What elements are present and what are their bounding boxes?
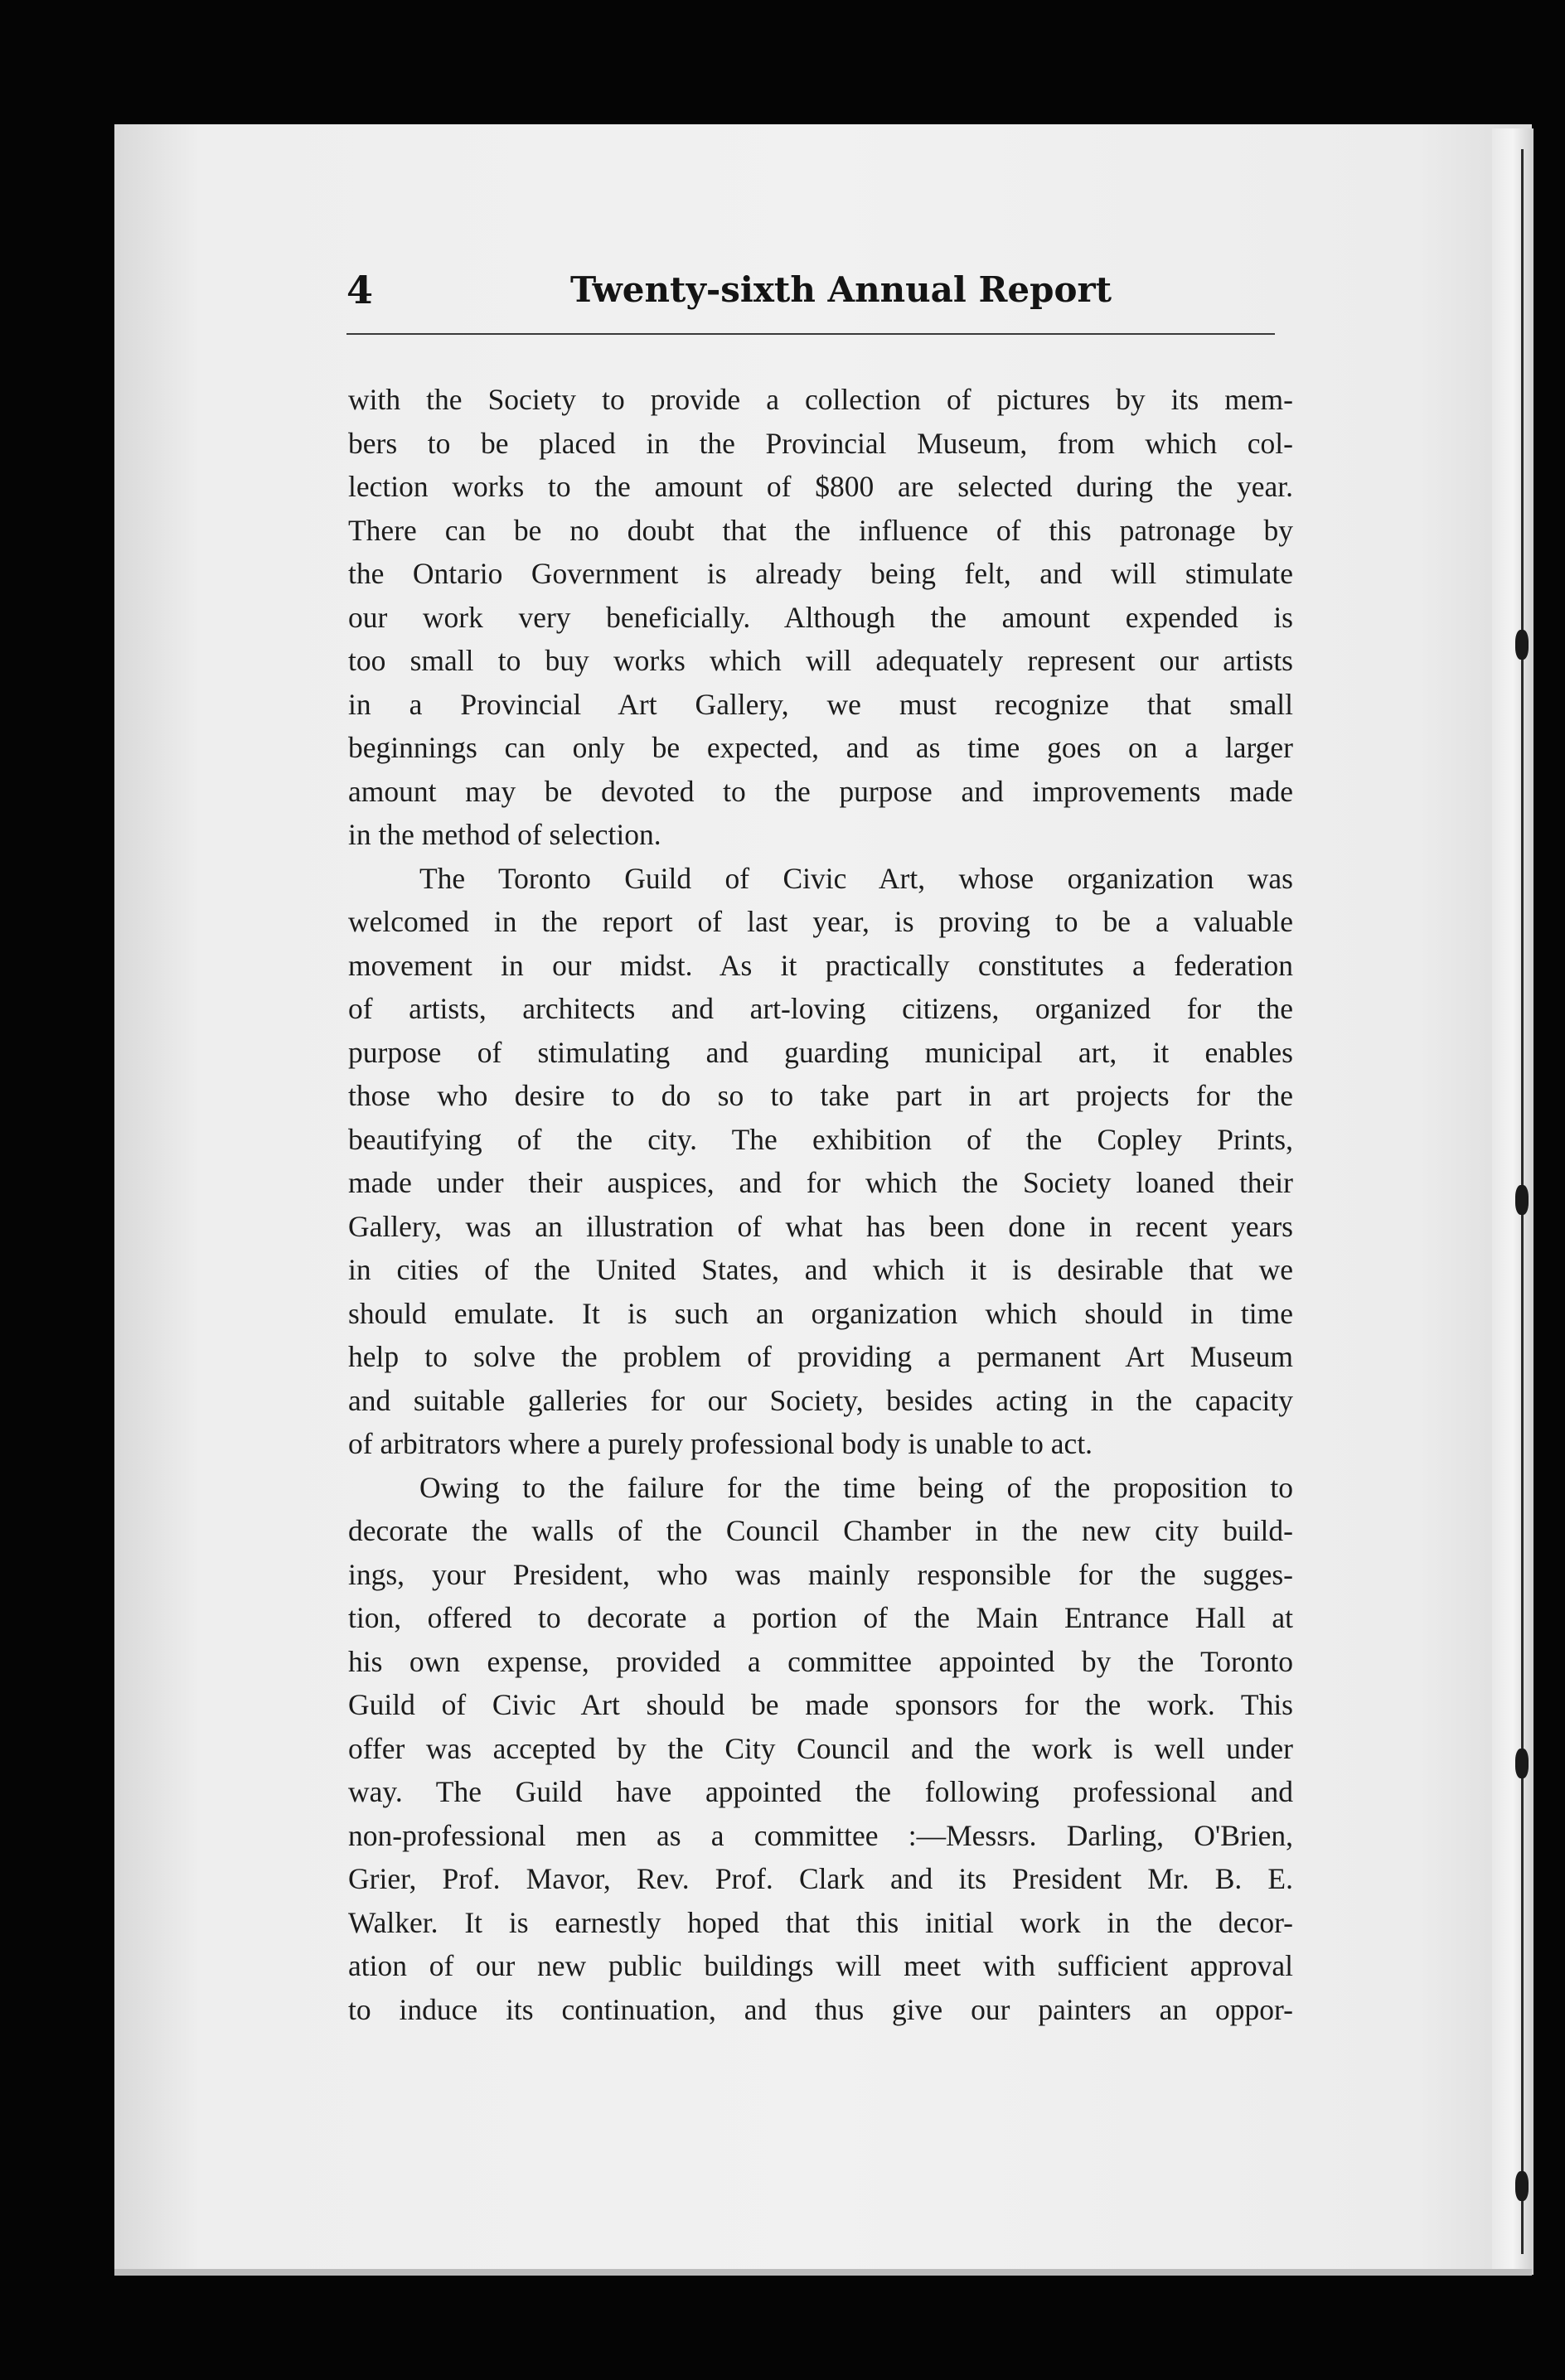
text-line: too small to buy works which will adequately represent our artists <box>348 644 1293 677</box>
text-line: our work very beneficially. Although the amount expended is <box>348 600 1293 634</box>
paragraph <box>348 378 1293 857</box>
header-rule <box>346 333 1275 335</box>
text-line: Gallery, was an illustration of what has been done in recent years <box>348 1209 1293 1243</box>
text-line: Walker. It is earnestly hoped that this initial work in the decor- <box>348 1905 1293 1939</box>
text-line: lection works to the amount of $800 are selected during the year. <box>348 470 1293 503</box>
text-line: to induce its continuation, and thus give our painters an oppor- <box>348 1992 1293 2026</box>
text-line: of artists, architects and art-loving citizens, organized for the <box>348 992 1293 1025</box>
text-line: There can be no doubt that the influence of this patronage by <box>348 513 1293 547</box>
text-line: Owing to the failure for the time being of the proposition to <box>419 1470 1293 1504</box>
page-bottom-edge <box>114 2269 1532 2276</box>
text-line: The Toronto Guild of Civic Art, whose organization was <box>419 861 1293 895</box>
text-line: purpose of stimulating and guarding municipal art, it enables <box>348 1035 1293 1069</box>
text-line: amount may be devoted to the purpose and improvements made <box>348 774 1293 808</box>
text-line: way. The Guild have appointed the following professional and <box>348 1775 1293 1808</box>
text-line: ation of our new public buildings will meet with sufficient approval <box>348 1949 1293 1982</box>
text-line: made under their auspices, and for which the Society loaned their <box>348 1166 1293 1199</box>
text-line: beautifying of the city. The exhibition of the Copley Prints, <box>348 1122 1293 1156</box>
page-number: 4 <box>346 268 374 312</box>
text-line: welcomed in the report of last year, is proving to be a valuable <box>348 905 1293 938</box>
text-line: in the method of selection. <box>348 818 661 851</box>
text-line: and suitable galleries for our Society, besides acting in the capacity <box>348 1383 1293 1417</box>
text-line: tion, offered to decorate a portion of the Main Entrance Hall at <box>348 1601 1293 1634</box>
text-line: Grier, Prof. Mavor, Rev. Prof. Clark and its President Mr. B. E. <box>348 1862 1293 1895</box>
text-line: Guild of Civic Art should be made sponsors for the work. This <box>348 1688 1293 1721</box>
text-line: with the Society to provide a collection of pictures by its mem- <box>348 383 1293 416</box>
text-line: his own expense, provided a committee appointed by the Toronto <box>348 1644 1293 1678</box>
text-line: help to solve the problem of providing a permanent Art Museum <box>348 1340 1293 1373</box>
text-line: bers to be placed in the Provincial Museum, from which col- <box>348 426 1293 460</box>
body-text <box>348 378 1293 2031</box>
text-line: in a Provincial Art Gallery, we must recognize that small <box>348 687 1293 721</box>
paragraph <box>348 857 1293 1466</box>
paragraph <box>348 1466 1293 2032</box>
text-line: offer was accepted by the City Council and the work is well under <box>348 1731 1293 1765</box>
text-line: ings, your President, who was mainly responsible for the sugges- <box>348 1557 1293 1591</box>
text-line: those who desire to do so to take part in art projects for the <box>348 1079 1293 1112</box>
text-line: decorate the walls of the Council Chamber in the new city build- <box>348 1514 1293 1547</box>
text-line: movement in our midst. As it practically constitutes a federation <box>348 948 1293 982</box>
text-line: non-professional men as a committee :—Messrs. Darling, O'Brien, <box>348 1818 1293 1852</box>
text-line: of arbitrators where a purely professional body is unable to act. <box>348 1427 1093 1460</box>
binding-mark <box>1515 1185 1529 1215</box>
text-line: the Ontario Government is already being felt, and will stimulate <box>348 557 1293 590</box>
text-line: in cities of the United States, and which it is desirable that we <box>348 1253 1293 1286</box>
text-line: beginnings can only be expected, and as time goes on a larger <box>348 731 1293 764</box>
running-header <box>346 264 1275 330</box>
binding-mark <box>1515 630 1529 660</box>
text-line: should emulate. It is such an organization which should in time <box>348 1296 1293 1330</box>
binding-mark <box>1515 1749 1529 1778</box>
binding-mark <box>1515 2171 1529 2201</box>
running-title: Twenty-sixth Annual Report <box>570 269 1112 310</box>
